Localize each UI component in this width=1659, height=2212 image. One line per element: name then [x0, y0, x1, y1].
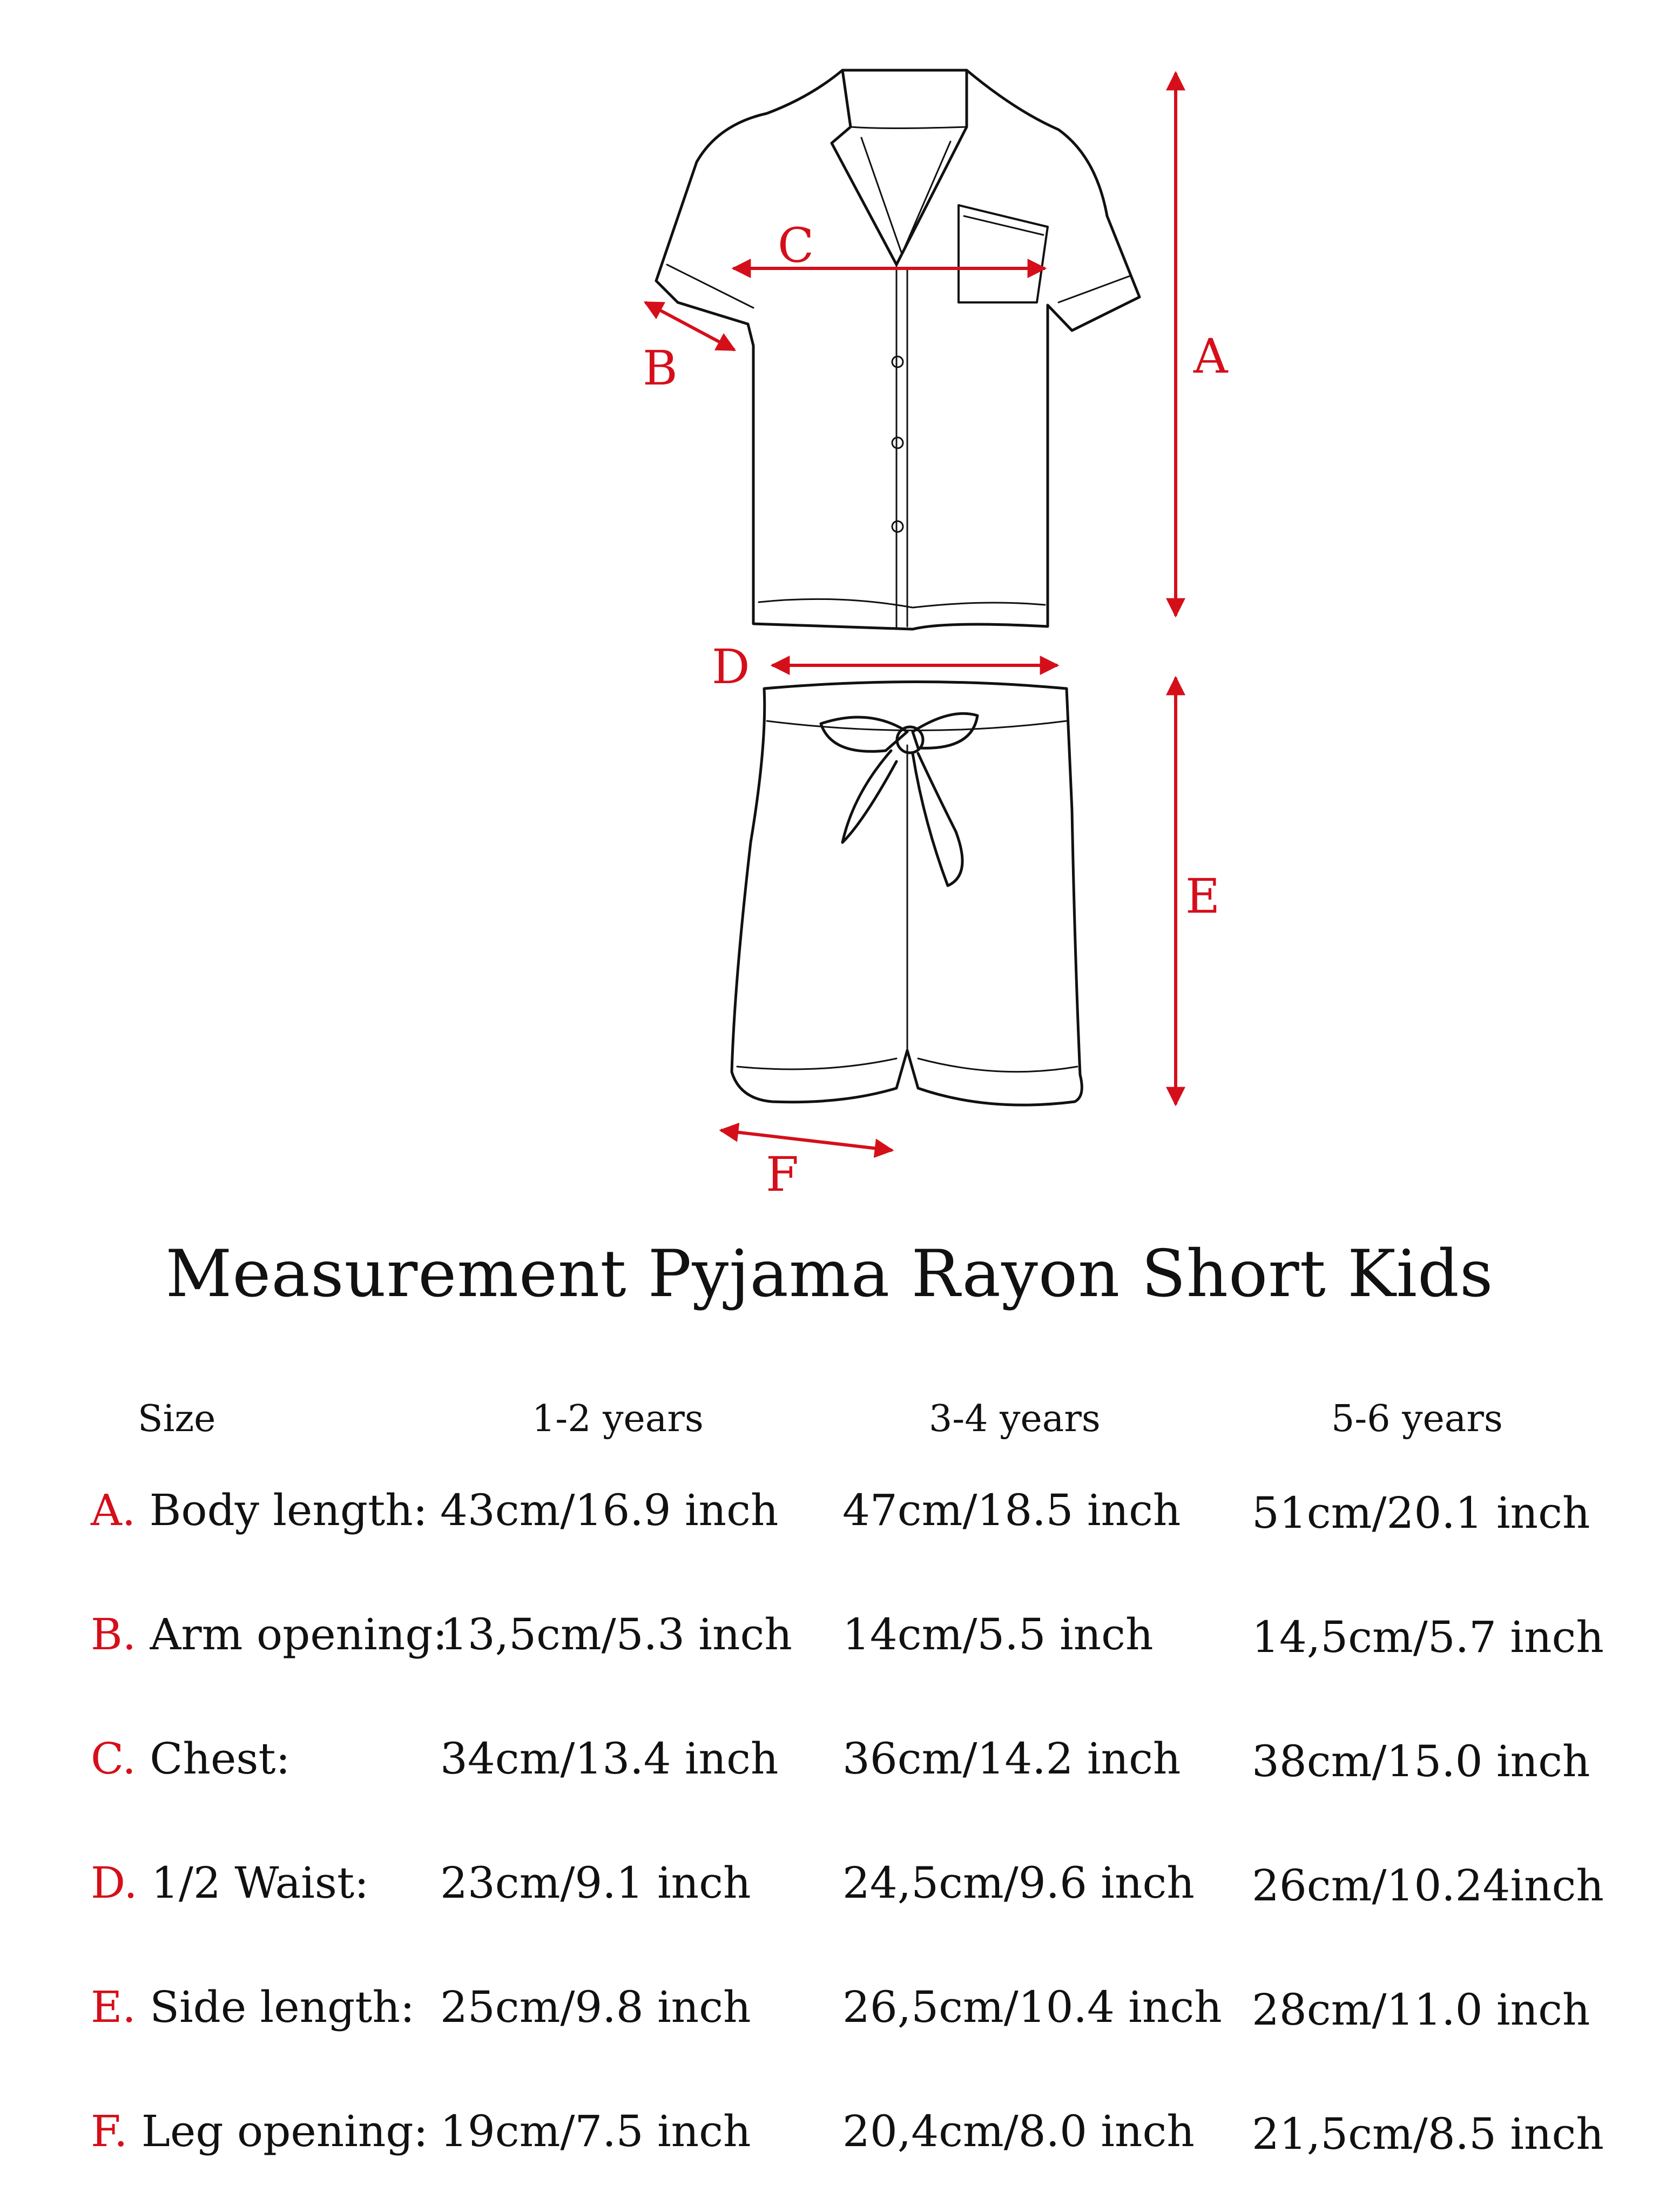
label-c: C	[778, 218, 814, 273]
shirt-collar	[832, 70, 967, 265]
table-cell: 26cm/10.24inch	[1252, 1860, 1604, 1911]
row-letter: E.	[91, 1982, 136, 2032]
row-name: Chest:	[150, 1734, 291, 1784]
row-label	[91, 2106, 428, 2156]
shirt-button	[892, 437, 903, 448]
table-cell: 21,5cm/8.5 inch	[1252, 2109, 1604, 2159]
row-label	[91, 1734, 290, 1784]
table-cell: 38cm/15.0 inch	[1252, 1736, 1590, 1786]
page-title: Measurement Pyjama Rayon Short Kids	[165, 1237, 1494, 1312]
arrow-f	[721, 1130, 892, 1150]
label-e: E	[1185, 868, 1220, 924]
table-cell: 19cm/7.5 inch	[440, 2106, 751, 2156]
row-label	[91, 1609, 447, 1660]
row-label	[91, 1485, 428, 1535]
column-header: 1-2 years	[532, 1398, 704, 1440]
table-cell: 51cm/20.1 inch	[1252, 1488, 1590, 1538]
shirt-button	[892, 521, 903, 532]
table-cell: 25cm/9.8 inch	[440, 1982, 751, 2032]
row-letter: B.	[91, 1609, 137, 1660]
row-letter: D.	[91, 1858, 138, 1908]
table-cell: 34cm/13.4 inch	[440, 1734, 779, 1784]
row-name: Leg opening:	[141, 2106, 428, 2156]
table-cell: 47cm/18.5 inch	[842, 1485, 1181, 1535]
row-label	[91, 1982, 415, 2032]
row-letter: C.	[91, 1734, 136, 1784]
table-cell: 28cm/11.0 inch	[1252, 1985, 1590, 2035]
row-name: Side length:	[150, 1982, 415, 2032]
shorts-drawing	[732, 682, 1082, 1105]
label-a: A	[1193, 328, 1228, 384]
table-cell: 20,4cm/8.0 inch	[842, 2106, 1195, 2156]
shirt-drawing	[656, 70, 1139, 629]
row-name: Body length:	[149, 1485, 428, 1535]
column-header: 3-4 years	[929, 1398, 1101, 1440]
table-cell: 14cm/5.5 inch	[842, 1609, 1154, 1660]
table-cell: 13,5cm/5.3 inch	[440, 1609, 792, 1660]
label-f: F	[766, 1147, 799, 1202]
row-name: 1/2 Waist:	[151, 1858, 369, 1908]
shirt-button	[892, 356, 903, 367]
label-b: B	[643, 340, 678, 396]
table-cell: 36cm/14.2 inch	[842, 1734, 1181, 1784]
table-cell: 23cm/9.1 inch	[440, 1858, 751, 1908]
table-cell: 24,5cm/9.6 inch	[842, 1858, 1195, 1908]
size-header: Size	[138, 1398, 216, 1440]
shirt-pocket	[959, 205, 1048, 302]
shorts-bow	[821, 713, 977, 886]
table-cell: 26,5cm/10.4 inch	[842, 1982, 1222, 2032]
row-letter: F.	[91, 2106, 128, 2156]
row-label	[91, 1858, 369, 1908]
shirt-outline	[656, 70, 1139, 629]
row-letter: A.	[91, 1485, 136, 1535]
column-header: 5-6 years	[1331, 1398, 1503, 1440]
label-d: D	[712, 639, 750, 694]
row-name: Arm opening:	[150, 1609, 448, 1660]
table-cell: 14,5cm/5.7 inch	[1252, 1612, 1604, 1662]
table-cell: 43cm/16.9 inch	[440, 1485, 779, 1535]
